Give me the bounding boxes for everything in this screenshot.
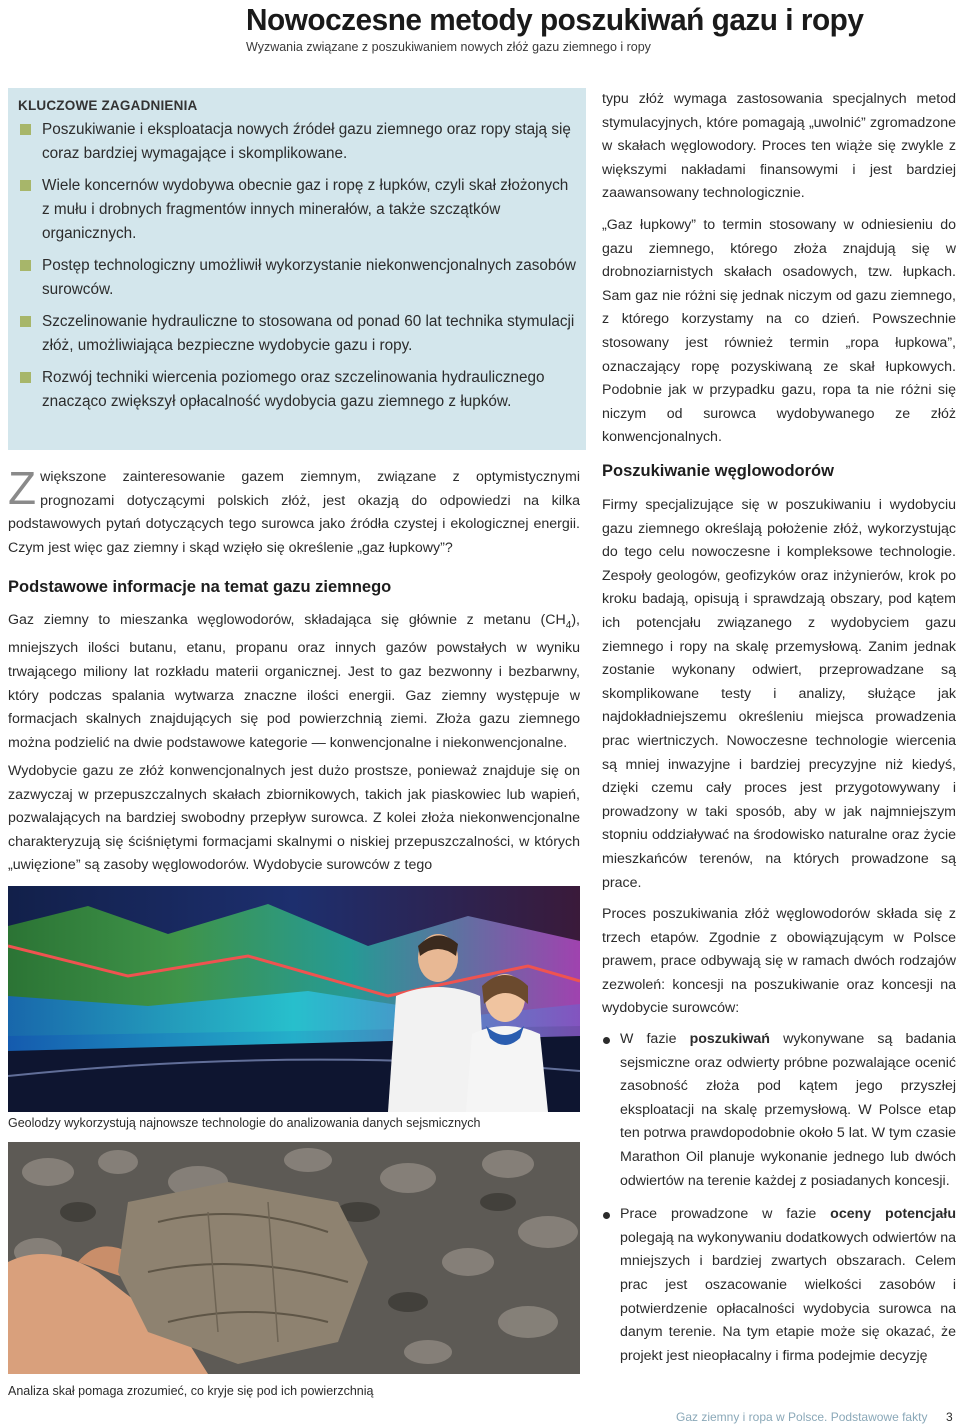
key-issue-item: Szczelinowanie hydrauliczne to stosowana od ponad 60 lat technika stymulacji złóż, umożliwiająca bezpieczne wydobycie gazu i ropy.	[18, 310, 576, 358]
rock-in-hand-illustration	[8, 1142, 580, 1374]
photo-caption-geologists: Geolodzy wykorzystują najnowsze technologie do analizowania danych sejsmicznych	[8, 1116, 481, 1130]
square-bullet-icon	[20, 260, 31, 271]
page-number: 3	[946, 1410, 953, 1424]
geologists-photo	[8, 886, 580, 1112]
right-paragraph-shale-gas: „Gaz łupkowy” to termin stosowany w odniesieniu do gazu ziemnego, którego złoża znajdują się w drobnoziarnistych skałach osadowych, tzw. łupkach. Sam gaz nie różni się jednak niczym od gazu ziemnego, z którego korzystamy na co dzień. Powszechnie stosowany jest również termin „ropa łupkowa”, oznaczający ropę pozyskiwaną ze skał łupkowych. Podobnie jak w przypadku gazu, ropa ta nie różni się niczym od surowca wydobywanego ze złóż konwencjonalnych.	[602, 217, 956, 446]
right-paragraph-1: typu złóż wymaga zastosowania specjalnych metod stymulacyjnych, które pomagają „uwolnić” zgromadzone w skałach węglowodory. Proces ten wiąże się zwykle z większymi nakładami finansowymi i jest bardziej zaawansowany technologicznie.	[602, 91, 956, 202]
square-bullet-icon	[20, 316, 31, 327]
square-bullet-icon	[20, 372, 31, 383]
bullet-dot-icon	[603, 1212, 610, 1219]
basics-paragraph-1: Gaz ziemny to mieszanka węglowodorów, składająca się głównie z metanu $(CH_4)$, mniejszych ilości butanu, etanu, propanu oraz innych gazów powstałych w wyniku trwającego miliony lat rozkładu materii organicznej. Jest to gaz bezwonny i bezbarwny, który podczas spalania wytwarza znaczne ilości energii. Gaz ziemny występuje w formacjach skalnych znajdujących się pod powierzchnią ziemi. Złoża gazu ziemnego można podzielić na dwie podstawowe kategorie — konwencjonalne i niekonwencjonalne.	[8, 612, 580, 751]
square-bullet-icon	[20, 180, 31, 191]
key-issue-item: Postęp technologiczny umożliwił wykorzystanie niekonwencjonalnych zasobów surowców.	[18, 254, 576, 302]
photo-caption-rock: Analiza skał pomaga zrozumieć, co kryje się pod ich powierzchnią	[8, 1384, 374, 1398]
bullet-dot-icon	[603, 1037, 610, 1044]
key-issues-box	[8, 88, 586, 450]
page-subtitle: Wyzwania związane z poszukiwaniem nowych złóż gazu ziemnego i ropy	[246, 40, 651, 54]
key-issue-item: Rozwój techniki wiercenia poziomego oraz szczelinowania hydraulicznego znacząco zwiększył opłacalność wydobycia gazu ziemnego z łupków.	[18, 366, 576, 414]
key-issue-item: Poszukiwanie i eksploatacja nowych źródeł gazu ziemnego oraz ropy stają się coraz bardziej wymagające i skomplikowane.	[18, 118, 576, 166]
key-issues-heading: KLUCZOWE ZAGADNIENIA	[18, 98, 198, 113]
right-paragraph-exploration: Firmy specjalizujące się w poszukiwaniu i wydobyciu gazu ziemnego określają położenie złóż, wykorzystując do tego celu nowoczesne i kompleksowe technologie. Zespoły geologów, geofizyków oraz inżynierów, krok po kroku badają, opisują i sprawdzają obszary, pod kątem ich potencjału związanego z wydobyciem gazu ziemnego i ropy na skalę przemysłową. Zanim jednak zostanie wykonany odwiert, przeprowadzane są skomplikowane testy i analizy, służące jak najdokładniejszemu określeniu miejsca prowadzenia prac wiertniczych. Nowoczesne technologie wiercenia są mniej inwazyjne i bardziej precyzyjne niż kiedyś, dzięki czemu cały proces jest przygotowywany i prowadzony w taki sposób, aby w jak najmniejszym stopniu oddziaływać na środowisko naturalne oraz życie mieszkańców terenów, na których prowadzone są prace.	[602, 497, 956, 891]
section-heading-exploration: Poszukiwanie węglowodorów	[602, 462, 834, 480]
seismic-display-illustration	[8, 886, 580, 1112]
stage-assessment-item: Prace prowadzone w fazie oceny potencjału polegają na wykonywaniu dodatkowych odwiertów na mniejszych i bardziej zwartych obszarach. Celem prac jest oszacowanie wielkości zasobów i potwierdzenie opłacalności wydobycia surowca na danym terenie. Na tym etapie może się okazać, że projekt jest nieopłacalny i firma podejmie decyzję	[602, 1203, 956, 1368]
key-issue-item: Wiele koncernów wydobywa obecnie gaz i ropę z łupków, czyli skał złożonych z mułu i drobnych fragmentów innych minerałów, a także szczątków organicznych.	[18, 174, 576, 246]
page-title: Nowoczesne metody poszukiwań gazu i ropy	[246, 2, 864, 37]
section-heading-basics: Podstawowe informacje na temat gazu ziemnego	[8, 578, 392, 596]
square-bullet-icon	[20, 124, 31, 135]
footer-title: Gaz ziemny i ropa w Polsce. Podstawowe fakty	[676, 1410, 928, 1424]
basics-paragraph-2: Wydobycie gazu ze złóż konwencjonalnych jest dużo prostsze, ponieważ znajduje się on zazwyczaj w przepuszczalnych skałach zbiornikowych, takich jak piaskowiec lub wapień, pozwalających na bardziej swobodny przepływ surowca. Z kolei złoża niekonwencjonalne charakteryzują się ściśniętymi formacjami skalnymi o niskiej przepuszczalności, w których „uwięzione” są zasoby węglowodorów. Wydobycie surowców z tego	[8, 763, 580, 874]
stages-list	[602, 1028, 956, 1378]
rock-sample-photo	[8, 1142, 580, 1374]
right-paragraph-stages: Proces poszukiwania złóż węglowodorów składa się z trzech etapów. Zgodnie z obowiązującym w Polsce prawem, prace odbywają się w ramach dwóch rodzajów zezwoleń: koncesji na poszukiwanie oraz koncesji na wydobycie surowców:	[602, 906, 956, 1017]
drop-cap: Z	[8, 462, 37, 514]
intro-paragraph: Zwiększone zainteresowanie gazem ziemnym, związane z optymistycznymi prognozami dotyczącymi polskich złóż, jest okazją do odpowiedzi na kilka podstawowych pytań dotyczących tego surowca jako źródła czystej i ekologicznej energii. Czym jest więc gaz ziemny i skąd wzięło się określenie „gaz łupkowy”?	[8, 462, 580, 556]
stage-exploration-item: W fazie poszukiwań wykonywane są badania sejsmiczne oraz odwierty próbne pozwalające ocenić zasobność złoża pod kątem jego przyszłej eksploatacji na skalę przemysłową. W Polsce etap ten potrwa prawdopodobnie około 5 lat. W tym czasie Marathon Oil planuje wykonanie jednego lub dwóch odwiertów na terenie każdej z posiadanych koncesji.	[602, 1028, 956, 1193]
